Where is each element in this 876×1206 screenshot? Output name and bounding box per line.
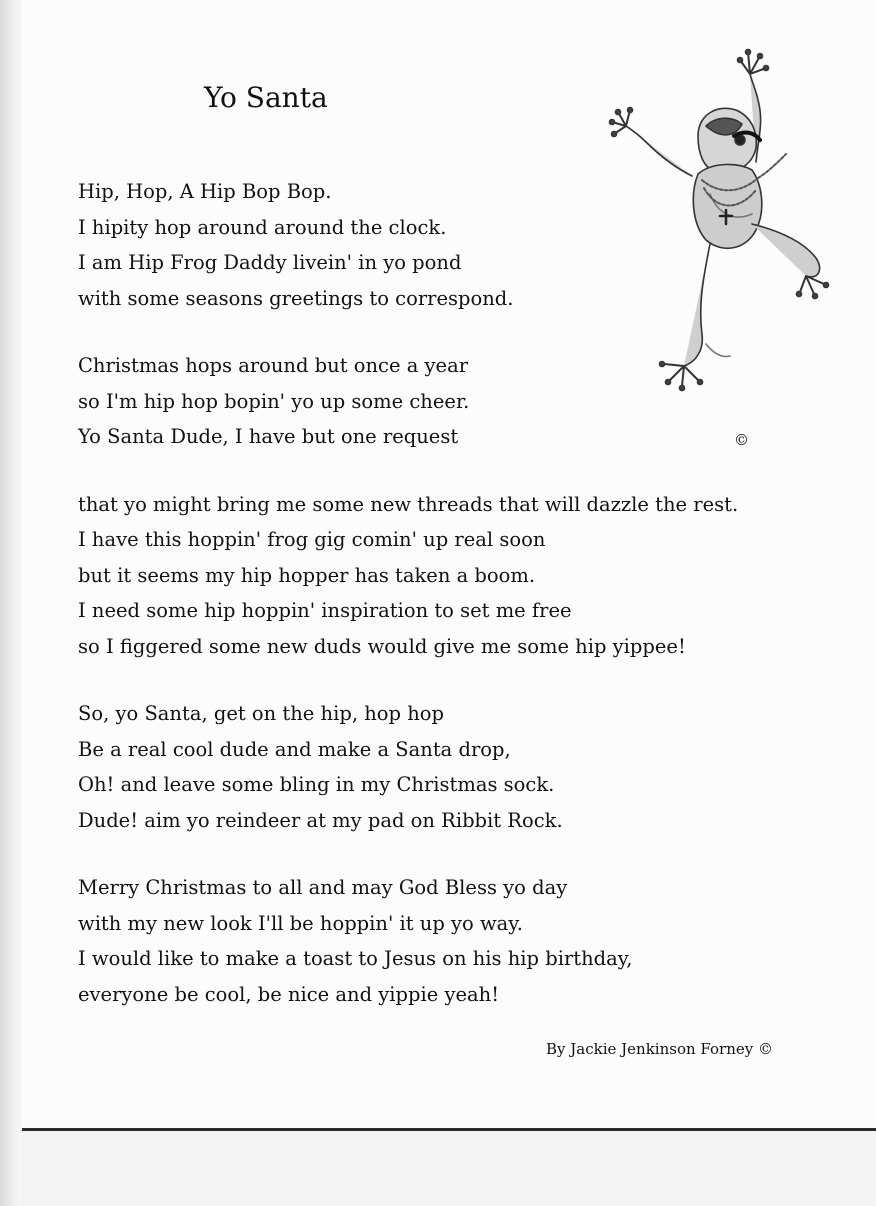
poem-line: with some seasons greetings to correspond.: [78, 286, 514, 310]
illustration-copyright: ©: [734, 431, 749, 449]
poem-line: I am Hip Frog Daddy livein' in yo pond: [78, 251, 462, 274]
poem-line: so I figgered some new duds would give me some hip yippee!: [78, 634, 686, 658]
author-byline: By Jackie Jenkinson Forney ©: [546, 1040, 773, 1058]
poem-line: Dude! aim yo reindeer at my pad on Ribbit Rock.: [78, 808, 563, 832]
poem-stanza: [78, 174, 858, 316]
poem-line: I have this hoppin' frog gig comin' up real soon: [78, 528, 546, 551]
poem-line: that yo might bring me some new threads that will dazzle the rest.: [78, 492, 739, 516]
poem-stanza: [78, 348, 858, 455]
poem-line: Yo Santa Dude, I have but one request: [78, 425, 459, 448]
poem-line: Merry Christmas to all and may God Bless yo day: [78, 876, 568, 899]
poem-line: I hipity hop around around the clock.: [78, 215, 447, 239]
poem-line: but it seems my hip hopper has taken a boom.: [78, 563, 536, 587]
poem-body: [78, 174, 858, 1044]
poem-line: Christmas hops around but once a year: [78, 354, 469, 377]
poem-line: Be a real cool dude and make a Santa drop,: [78, 737, 511, 761]
poem-stanza: [78, 870, 858, 1012]
poem-line: So, yo Santa, get on the hip, hop hop: [78, 702, 444, 725]
scan-background: [22, 1131, 876, 1206]
poem-line: so I'm hip hop bopin' yo up some cheer.: [78, 389, 470, 413]
poem-line: I would like to make a toast to Jesus on his hip birthday,: [78, 947, 633, 970]
scan-edge: [0, 0, 22, 1206]
poem-stanza: [78, 487, 858, 665]
poem-title: Yo Santa: [204, 81, 328, 114]
poem-line: everyone be cool, be nice and yippie yeah!: [78, 982, 500, 1006]
poem-stanza: [78, 696, 858, 838]
poem-line: with my new look I'll be hoppin' it up yo way.: [78, 911, 523, 935]
poem-line: Oh! and leave some bling in my Christmas sock.: [78, 773, 555, 796]
poem-line: Hip, Hop, A Hip Bop Bop.: [78, 180, 332, 203]
poem-line: I need some hip hoppin' inspiration to set me free: [78, 599, 572, 622]
